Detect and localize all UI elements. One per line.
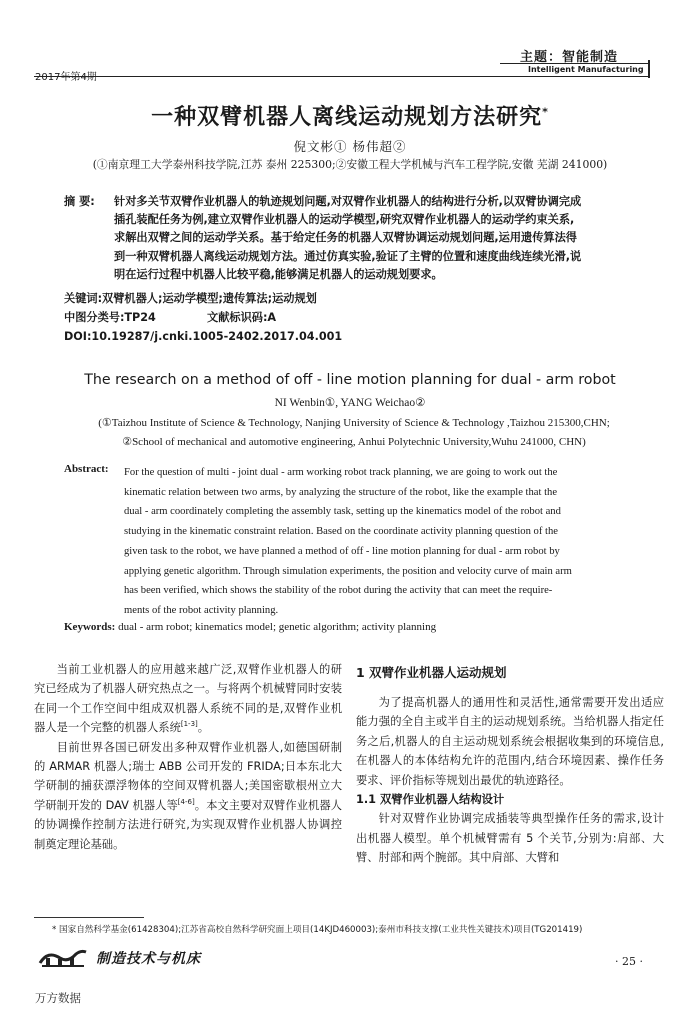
keywords-en-label: Keywords: [64, 621, 116, 633]
affiliations-en [34, 414, 674, 452]
keywords-en-text: dual - arm robot; kinematics model; genetic algorithm; activity planning [118, 621, 437, 633]
funding-footnote: * 国家自然科学基金(61428304);江苏省高校自然科学研究面上项目(14KJD460003);泰州市科技支撑(工业共性关键技术)项目(TG201419) [52, 925, 583, 935]
journal-logo-icon [38, 948, 88, 968]
keywords-cn: 关键词:双臂机器人;运动学模型;遗传算法;运动规划 [64, 292, 317, 305]
body-paragraph: 为了提高机器人的通用性和灵活性,通常需要开发出适应能力强的全自主或半自主的运动规划系统。当给机器人指定任务之后,机器人的自主运动规划系统会根据收集到的环境信息,在机器人的本体结构允许的范围内,结合环境因素、操作任务要求、评价指标等规划出最优的轨迹路径。 [356, 696, 664, 787]
body-left-column [34, 660, 342, 854]
watermark: 万方数据 [35, 991, 81, 1005]
column-title-en: Intelligent Manufacturing [528, 65, 644, 74]
affiliations-cn: (①南京理工大学泰州科技学院,江苏 泰州 225300;②安徽工程大学机械与汽车工程学院,安徽 芜湖 241000) [92, 158, 608, 171]
citation: [4-6] [177, 798, 195, 807]
abstract-en-line: ments of the robot activity planning. [124, 604, 279, 616]
footnote-rule [34, 917, 144, 918]
header-rule-short [500, 63, 648, 64]
body-text: 当前工业机器人的应用越来越广泛,双臂作业机器人的研究已经成为了机器人研究热点之一。与将两个机械臂同时安装在同一个工作空间中组成双机器人系统不同的是,双臂作业机器人是一个完整的机器人系统 [34, 663, 342, 735]
abstract-cn-line: 针对多关节双臂作业机器人的轨迹规划问题,对双臂作业机器人的结构进行分析,以双臂协调完成 [114, 195, 582, 208]
abstract-en-line: studying in the kinematic constraint relation. Based on the coordinate activity planning question of the [124, 526, 558, 538]
abstract-en-line: For the question of multi - joint dual - arm working robot track planning, we are going to work out the [124, 467, 558, 478]
page-title [0, 100, 700, 131]
title-en: The research on a method of off - line motion planning for dual - arm robot [84, 372, 616, 388]
abstract-cn-label: 摘 要: [64, 195, 95, 208]
abstract-en-line: applying genetic algorithm. Through simulation experiments, the position and velocity curve of main arm [124, 565, 572, 577]
body-text: 。本文主要对双臂作业机器人的协调操作控制方法进行研究,为实现双臂作业机器人协调控制奠定理论基础。 [34, 798, 342, 851]
header-rule [34, 76, 649, 77]
abstract-en-label: Abstract: [64, 463, 109, 475]
affiliation-en-line: ②School of mechanical and automotive engineering, Anhui Polytechnic University,Wuhu 241000, CHN) [122, 436, 586, 448]
page-number: · 25 · [615, 955, 643, 968]
affiliation-en-line: (①Taizhou Institute of Science & Technology, Nanjing University of Science & Technology ,Taizhou 215300,CHN; [98, 417, 610, 429]
abstract-en-line: kinematic relation between two arms, by analyzing the structure of the robot, like the example that the [124, 486, 558, 498]
abstract-en [124, 463, 660, 621]
abstract-cn-line: 求解出双臂之间的运动学关系。基于给定任务的机器人双臂协调运动规划问题,运用遗传算法得 [114, 231, 577, 245]
abstract-en-line: given task to the robot, we have planned a method of off - line motion planning for dual - arm robot by [124, 545, 560, 557]
issue-label: 2017年第4期 [35, 72, 97, 83]
body-right-column [356, 660, 664, 868]
abstract-cn-line: 明在运行过程中机器人比较平稳,能够满足机器人的运动规划要求。 [114, 267, 443, 281]
abstract-cn-line: 到一种双臂机器人离线运动规划方法。通过仿真实验,验证了主臂的位置和速度曲线连续光滑,说 [114, 249, 582, 263]
title-text: 一种双臂机器人离线运动规划方法研究 [151, 105, 543, 130]
body-paragraph [34, 738, 342, 854]
abstract-cn [114, 193, 659, 284]
body-text: 。 [197, 721, 210, 735]
abstract-en-line: has been verified, which shows the stability of the robot during the activity that can meet the require- [124, 585, 553, 597]
subsection-heading: 1.1 双臂作业机器人结构设计 [356, 793, 505, 807]
title-footnote-mark: * [542, 105, 549, 119]
header-tick [648, 60, 650, 78]
abstract-cn-line: 插孔装配任务为例,建立双臂作业机器人的运动学模型,研究双臂作业机器人的运动学约束关系, [114, 213, 575, 227]
journal-name: 制造技术与机床 [96, 951, 201, 967]
document-code: 文献标识码:A [207, 311, 277, 324]
column-title: 主题：智能制造 [520, 50, 619, 65]
authors-cn: 倪文彬① 杨伟超② [293, 139, 407, 154]
body-paragraph: 针对双臂作业协调完成插装等典型操作任务的需求,设计出机器人模型。单个机械臂需有 5 个关节,分别为:肩部、大臂、肘部和两个腕部。其中肩部、大臂和 [356, 812, 664, 865]
abstract-en-line: dual - arm coordinately completing the assembly task, setting up the kinematics model of the robot and [124, 506, 561, 518]
keywords-en [64, 621, 436, 633]
classification-number: 中图分类号:TP24 [64, 311, 156, 324]
body-paragraph [34, 660, 342, 738]
citation: [1-3] [180, 720, 198, 729]
body-text: 目前世界各国已研发出多种双臂作业机器人,如德国研制的 ARMAR 机器人;瑞士 ABB 公司开发的 FRIDA;日本东北大学研制的捕获漂浮物体的空间双臂机器人;美国密歇根州立大学研制开发的 DAV 机器人等 [34, 740, 342, 812]
authors-en: NI Wenbin①, YANG Weichao② [274, 397, 426, 409]
section-heading: 1 双臂作业机器人运动规划 [356, 665, 507, 680]
doi: DOI:10.19287/j.cnki.1005-2402.2017.04.001 [64, 330, 343, 343]
